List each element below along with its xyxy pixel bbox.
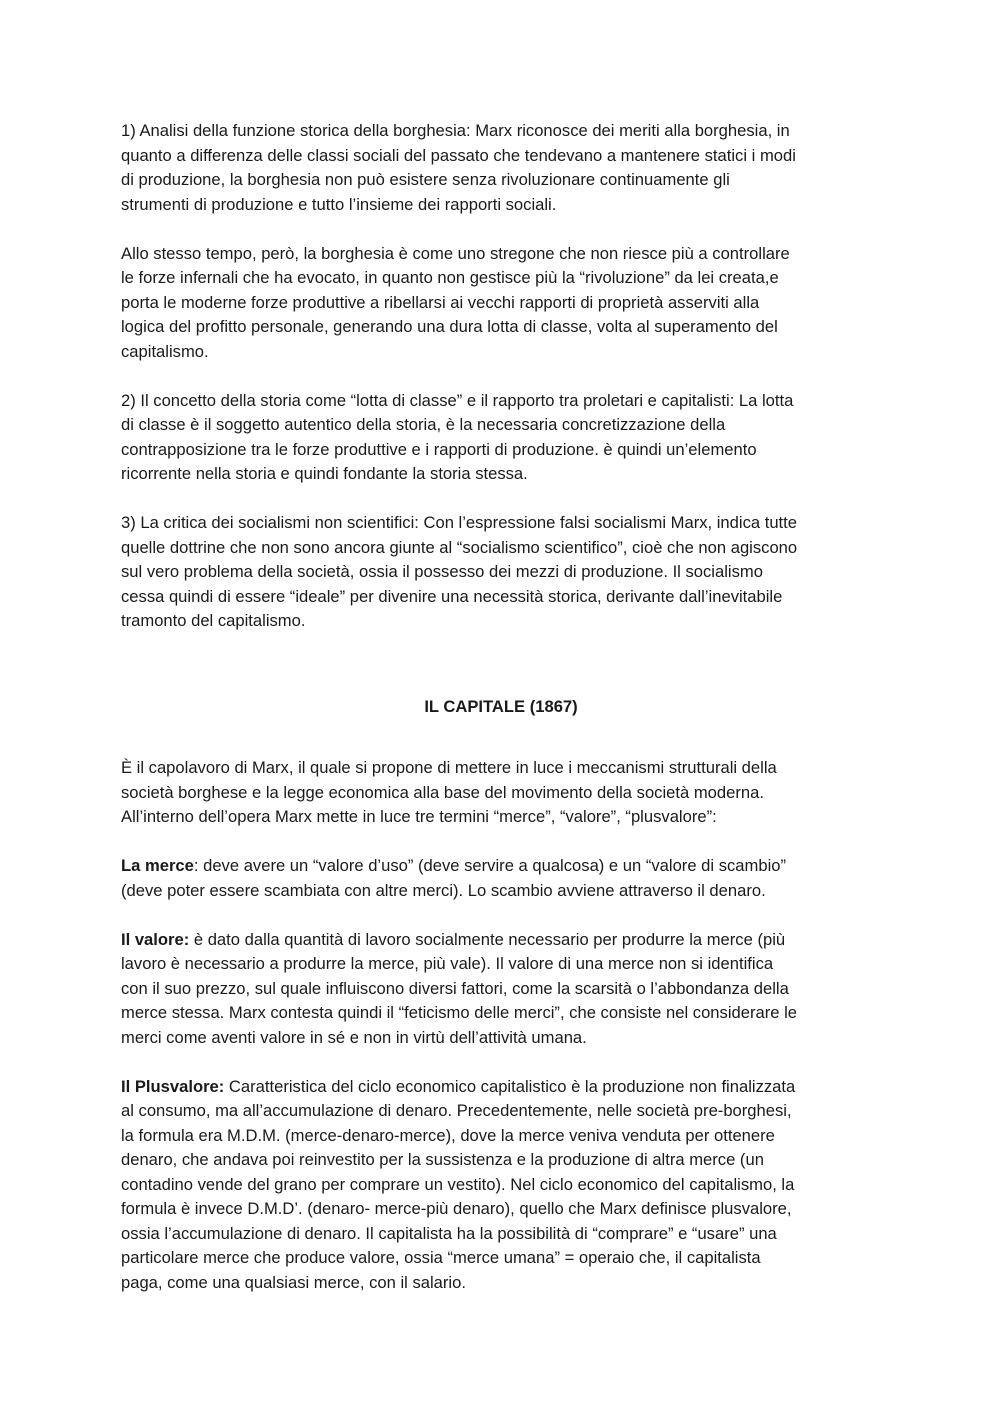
paragraph-borghesia-stregone: Allo stesso tempo, però, la borghesia è come uno stregone che non riesce più a controllare le forze infernali che ha evocato, in quanto non gestisce più la “rivoluzione” da lei creata,e porta le moderne forze produttive a ribellarsi ai vecchi rapporti di proprietà asserviti alla logica del profitto personale, generando una dura lotta di classe, volta al superamento del capitalismo. [121,243,790,361]
paragraph-lotta-di-classe: 2) Il concetto della storia come “lotta di classe” e il rapporto tra proletari e capitalisti: La lotta di classe è il soggetto autentico della storia, è la necessaria concretizzazione della contrapposizione tra le forze produttive e i rapporti di produzione. è quindi un’elemento ricorrente nella storia e quindi fondante la storia stessa. [121,390,794,483]
paragraph-socialismi: 3) La critica dei socialismi non scientifici: Con l’espressione falsi socialismi Marx, indica tutte quelle dottrine che non sono ancora giunte al “socialismo scientifico”, cioè che non agiscono sul vero problema della società, ossia il possesso dei mezzi di produzione. Il socialismo cessa quindi di essere “ideale” per divenire una necessità storica, derivante dall’inevitabile tramonto del capitalismo. [121,513,798,630]
term-label-valore: Il valore: [121,929,190,949]
paragraph-intro-capitale: È il capolavoro di Marx, il quale si propone di mettere in luce i meccanismi strutturali della società borghese e la legge economica alla base del movimento della società moderna. All’interno dell’opera Marx mette in luce tre termini “merce”, “valore”, “plusvalore”: [121,758,777,826]
term-label-merce: La merce [121,856,194,875]
paragraph-borghesia-funzione: 1) Analisi della funzione storica della borghesia: Marx riconosce dei meriti alla borghesia, in quanto a differenza delle classi sociali del passato che tendevano a mantenere statici i modi di produzione, la borghesia non può esistere senza rivoluzionare continuamente gli strumenti di produzione e tutto l’insieme dei rapporti sociali. [121,121,796,214]
term-text-valore: è dato dalla quantità di lavoro socialmente necessario per produrre la merce (più lavoro è necessario a produrre la merce, più vale). Il valore di una merce non si identifica con il suo prezzo, sul quale influiscono diversi fattori, come la scarsità o l’abbondanza della merce stessa. Marx contesta quindi il “feticismo delle merci”, che consiste nel considerare le merci come aventi valore in sé e non in virtù dell’attività umana. [121,929,798,1047]
paragraph-plusvalore [121,1075,881,1296]
document-body [121,119,881,1295]
term-label-plusvalore: Il Plusvalore: [121,1076,225,1096]
term-text-merce: : deve avere un “valore d’uso” (deve servire a qualcosa) e un “valore di scambio” (deve poter essere scambiata con altre merci). Lo scambio avviene attraverso il denaro. [121,856,787,900]
term-text-plusvalore: Caratteristica del ciclo economico capitalistico è la produzione non finalizzata al consumo, ma all’accumulazione di denaro. Precedentemente, nelle società pre-borghesi, la formula era M.D.M. (merce-denaro-merce), dove la merce veniva venduta per ottenere denaro, che andava poi reinvestito per la sussistenza e la produzione di altra merce (un contadino vende del grano per comprare un vestito). Nel ciclo economico del capitalismo, la formula è invece D.M.D’. (denaro- merce-più denaro), quello che Marx definisce plusvalore, ossia l’accumulazione di denaro. Il capitalista ha la possibilità di “comprare” e “usare” una particolare merce che produce valore, ossia “merce umana” = operaio che, il capitalista paga, come una qualsiasi merce, con il salario. [121,1076,796,1292]
section-heading: IL CAPITALE (1867) [424,696,578,716]
paragraph-merce [121,854,881,903]
paragraph-valore [121,928,881,1051]
